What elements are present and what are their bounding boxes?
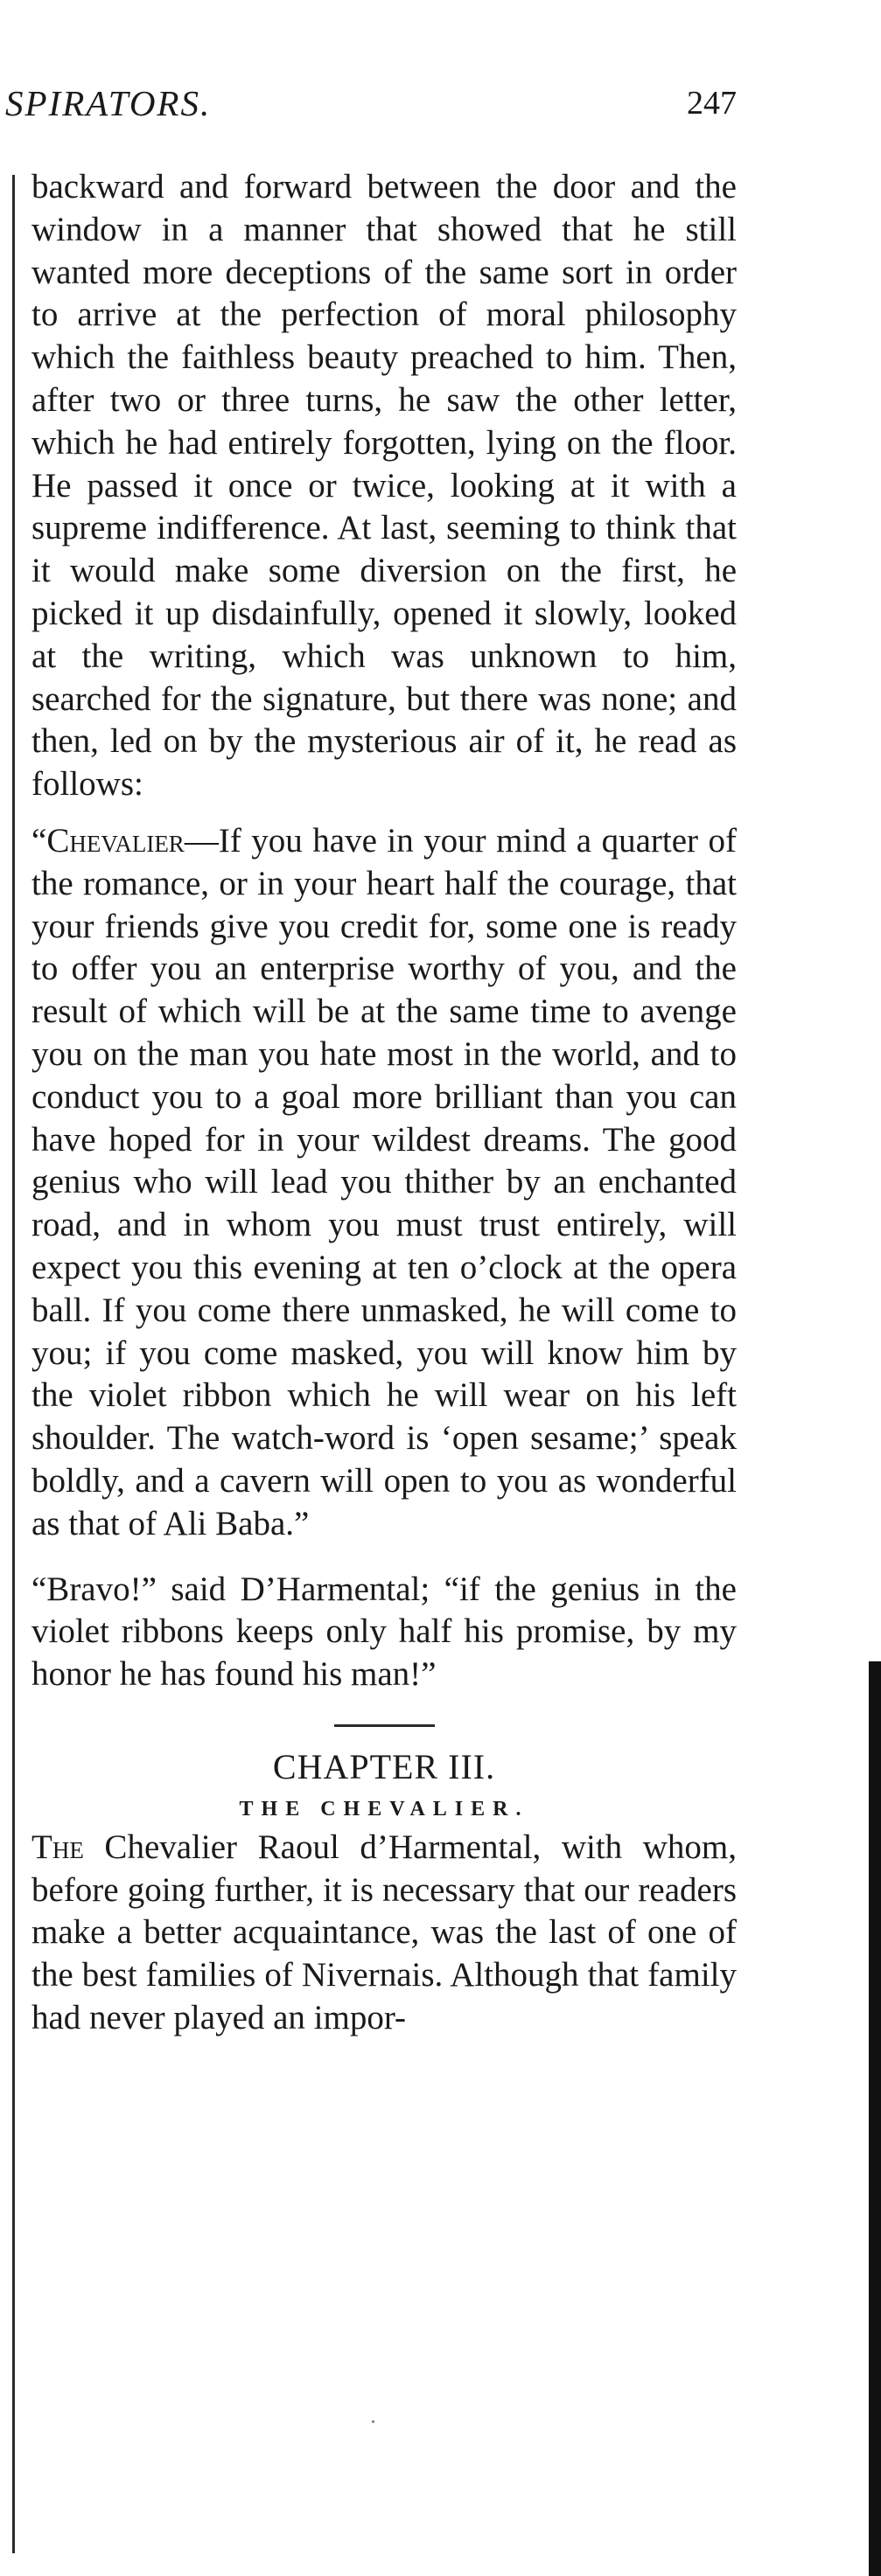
- running-title: SPIRATORS.: [5, 83, 212, 123]
- letter-open-quote: “: [31, 821, 47, 860]
- letter-salutation: Chevalier: [46, 821, 185, 860]
- chapter-title: CHAPTER III.: [272, 1746, 496, 1786]
- chapter-lead-word: The: [31, 1828, 84, 1866]
- page-number: 247: [687, 85, 737, 122]
- left-margin-rule: [12, 175, 15, 2553]
- narrative-paragraph: backward and forward between the door and the window in a manner that showed that he still wanted more deceptions of the same sort in order to arrive at the perfection of moral philosophy which the faithless beauty preached to him. Then, after two or three turns, he saw the other letter, which he had entirely forgotten, lying on the floor. He passed it once or twice, looking at it with a supreme indifference. At last, seeming to think that it would make some diversion on the first, he picked it up disdainfully, opened it slowly, looked at the writing, which was unknown to him, searched for the signature, but there was none; and then, led on by the mysterious air of it, he read as follows:: [31, 168, 737, 804]
- chapter-subtitle: THE CHEVALIER.: [239, 1797, 529, 1821]
- section-divider: [334, 1724, 435, 1727]
- page-edge-shadow: [869, 1661, 881, 2576]
- letter-body: —If you have in your mind a quarter of the romance, or in your heart half the courage, that your friends give you credit for, some one is ready to offer you an enterprise worthy of you, and the result of which will be at the same time to avenge you on the man you hate most in the world, and to conduct you to a goal more brilliant than you can have hoped for in your wildest dreams. The good genius who will lead you thither by an enchanted road, and in whom you must trust entirely, will expect you this evening at ten o’clock at the opera ball. If you come there unmasked, he will come to you; if you come masked, you will know him by the violet ribbon which he will wear on his left shoulder. The watch-word is ‘open sesame;’ speak boldly, and a cavern will open to you as wonderful as that of Ali Baba.”: [31, 821, 737, 1542]
- chapter-opening-text: Chevalier Raoul d’Harmental, with whom, before going further, it is necessary that our readers make a better acquaintance, was the last of one of the best families of Nivernais. Although that family had never played an impor-: [31, 1828, 737, 2037]
- chapter-opening-paragraph: [31, 1827, 737, 2040]
- paper-speck: [372, 2420, 374, 2423]
- letter-paragraph: [31, 820, 737, 1546]
- running-head: [0, 77, 744, 129]
- dialogue-paragraph: “Bravo!” said D’Harmental; “if the genius in the violet ribbons keeps only half his promise, by my honor he has found his man!”: [31, 1570, 737, 1694]
- body-text: [31, 166, 737, 2040]
